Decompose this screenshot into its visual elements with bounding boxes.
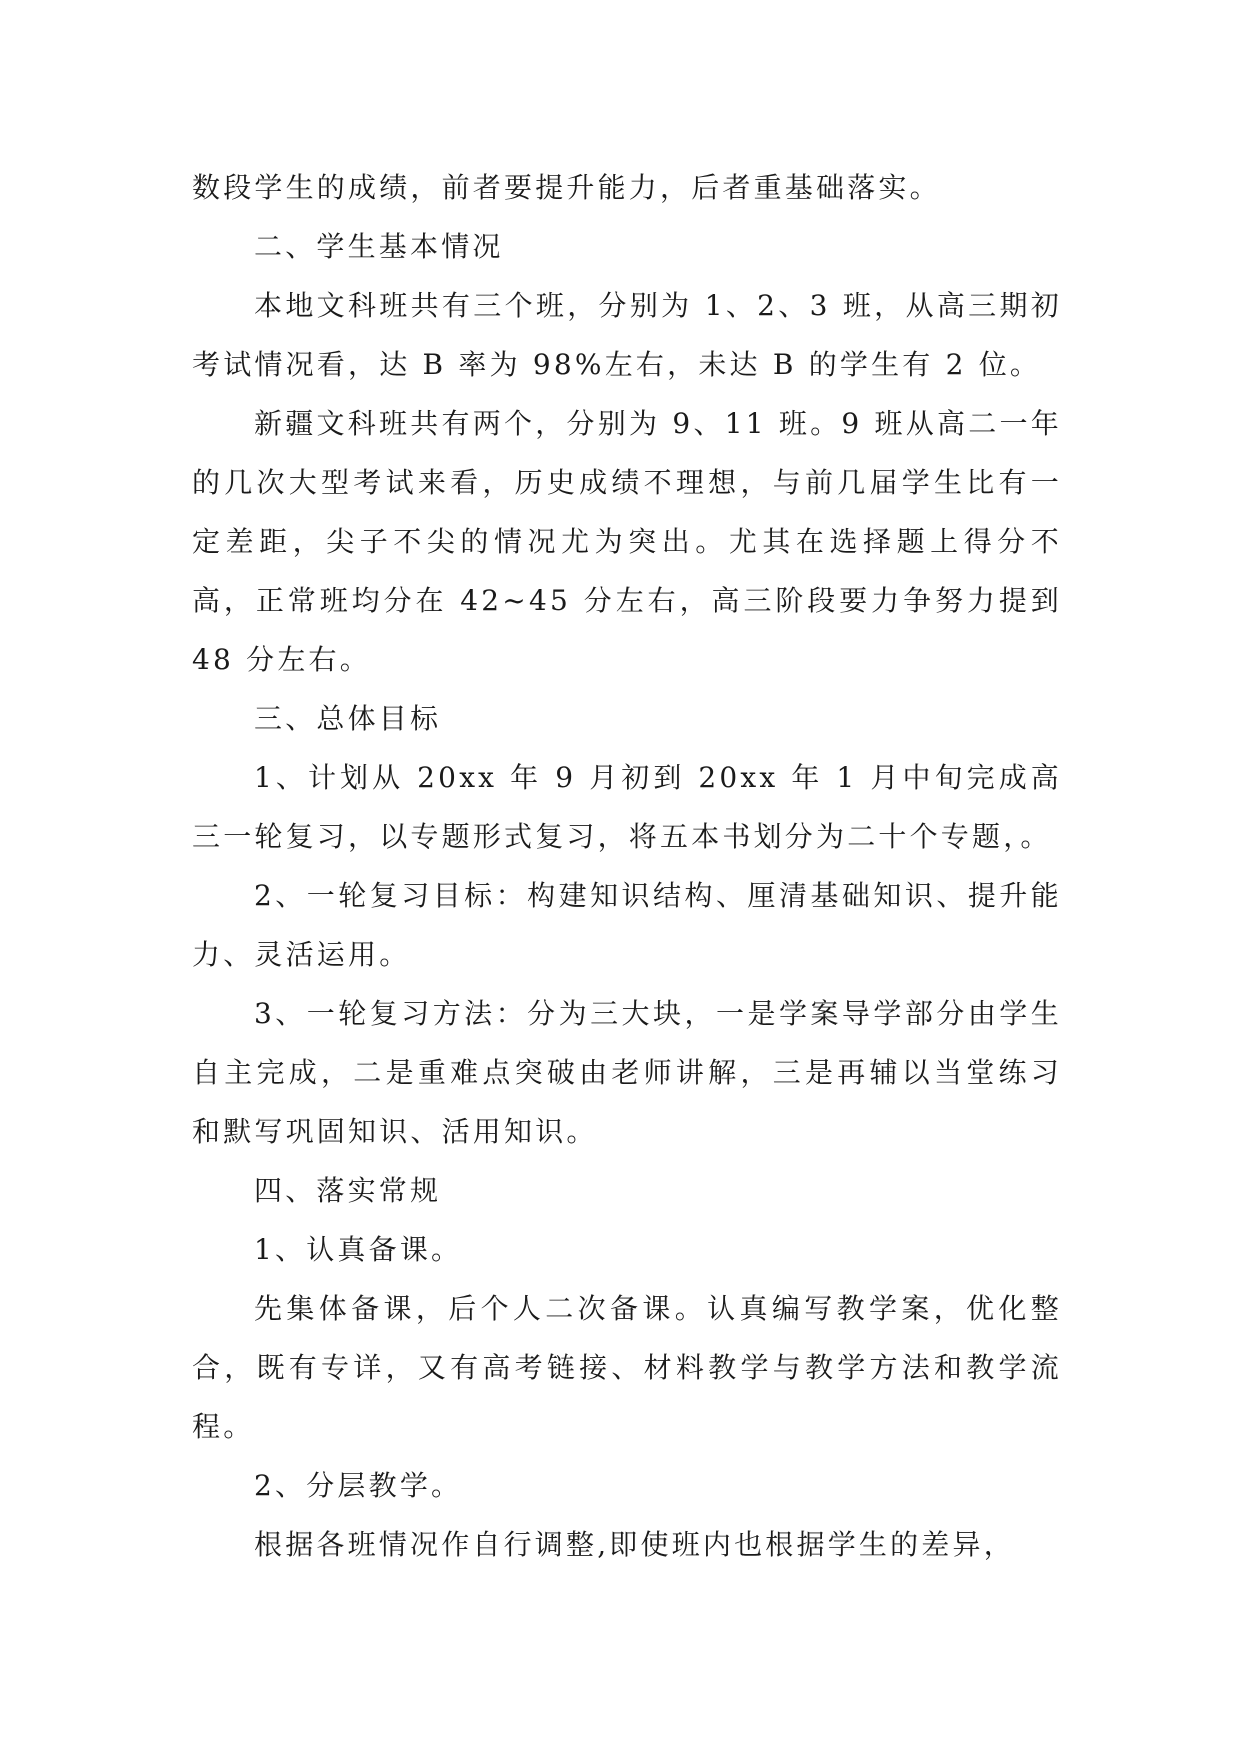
paragraph-xinjiang-classes: 新疆文科班共有两个，分别为 9、11 班。9 班从高二一年的几次大型考试来看，历史成绩不理想，与前几届学生比有一定差距，尖子不尖的情况尤为突出。尤其在选择题上得分不高，正常班均分在 42~45 分左右，高三阶段要力争努力提到 48 分左右。 [192,407,1062,676]
section-heading-overall-goals: 三、总体目标 [254,702,442,735]
paragraph-goal-target: 2、一轮复习目标：构建知识结构、厘清基础知识、提升能力、灵活运用。 [192,879,1062,971]
paragraph-tiered-teaching: 根据各班情况作自行调整,即使班内也根据学生的差异， [254,1528,1015,1561]
paragraph-goal-plan: 1、计划从 20xx 年 9 月初到 20xx 年 1 月中旬完成高三一轮复习，以专题形式复习，将五本书划分为二十个专题，。 [192,761,1062,853]
section-heading-routines: 四、落实常规 [254,1174,442,1207]
paragraph-lesson-prep: 先集体备课，后个人二次备课。认真编写教学案，优化整合，既有专详，又有高考链接、材料教学与教学方法和教学流程。 [192,1292,1062,1443]
paragraph-goal-method: 3、一轮复习方法：分为三大块，一是学案导学部分由学生自主完成，二是重难点突破由老师讲解，三是再辅以当堂练习和默写巩固知识、活用知识。 [192,997,1062,1148]
subheading-tiered-teaching: 2、分层教学。 [254,1469,463,1502]
section-heading-student-situation: 二、学生基本情况 [254,230,504,263]
document-body [192,158,1062,1574]
paragraph-local-classes: 本地文科班共有三个班，分别为 1、2、3 班，从高三期初考试情况看，达 B 率为 98%左右，未达 B 的学生有 2 位。 [192,289,1062,381]
paragraph-continuation: 数段学生的成绩，前者要提升能力，后者重基础落实。 [192,171,941,204]
subheading-lesson-prep: 1、认真备课。 [254,1233,463,1266]
